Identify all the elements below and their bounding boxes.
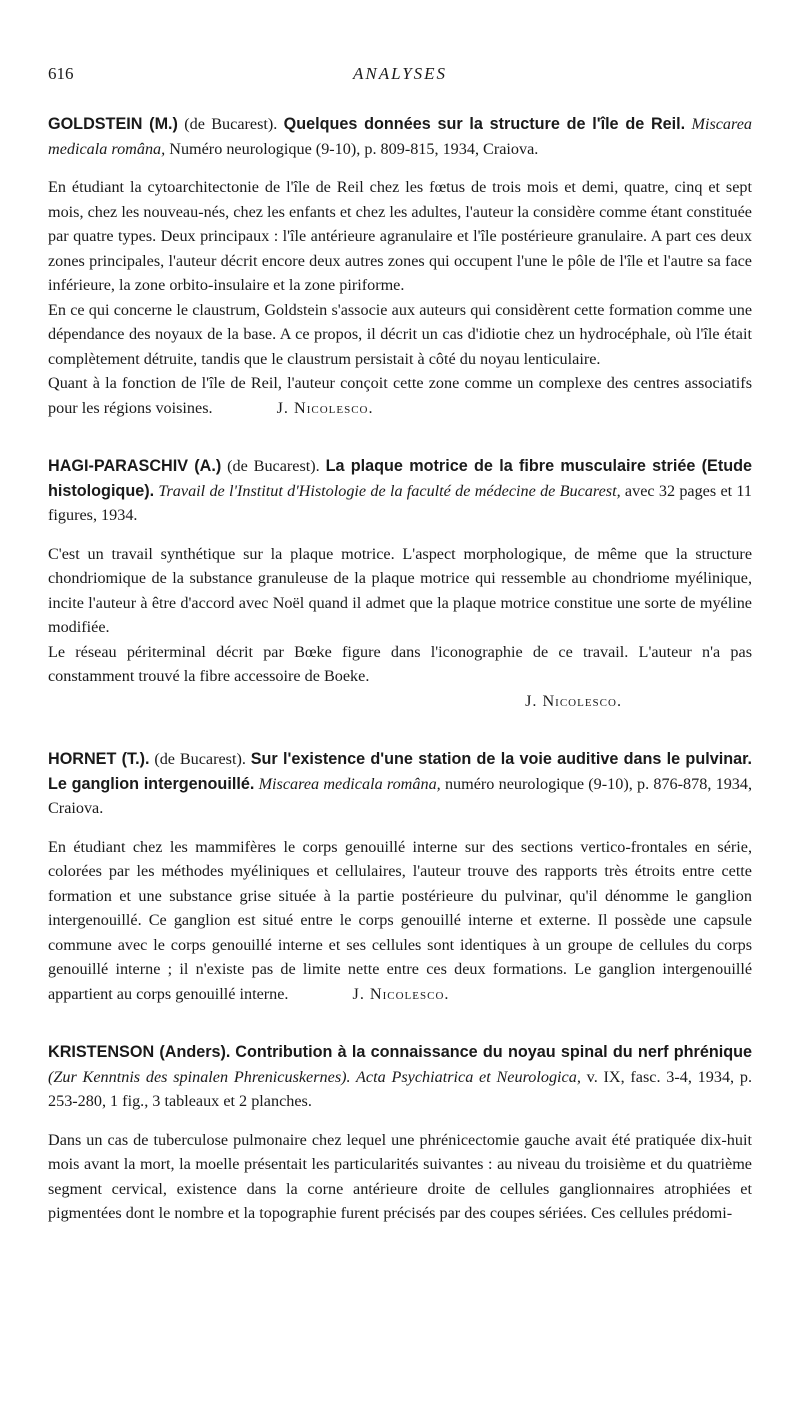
citation bbox=[48, 1040, 752, 1114]
review-paragraph: C'est un travail synthétique sur la plaque motrice. L'aspect morphologique, de même que la structure chondriomique de la substance granuleuse de la plaque motrice qui ressemble au chondriome myélinique, incite l'auteur à être d'accord avec Noël quand il admet que la plaque motrice constitue une sorte de myéline modifiée. bbox=[48, 544, 752, 636]
reviewer-signature: J. Nicolesco. bbox=[525, 691, 622, 710]
review-paragraph-text: En étudiant chez les mammifères le corps genouillé interne sur des sections vertico-frontales en série, colorées par les méthodes myéliniques et cellulaires, l'auteur trouve des rapports très étroits entre cette formation et une substance grise située à la partie postérieure du pulvinar, qu'il dénomme le ganglion intergenouillé. Ce ganglion est situé entre le corps genouillé interne et externe. Il possède une capsule commune avec le corps genouillé interne et ses cellules sont identiques à un groupe de cellules du corps genouillé interne ; il n'existe pas de limite nette entre ces deux formations. Le ganglion intergenouillé appartient au corps genouillé interne. bbox=[48, 837, 752, 1003]
review-entry-hagi-paraschiv bbox=[48, 454, 752, 713]
article-title: Sur l'existence d'une station de la voie auditive dans le pulvinar. Le ganglion intergenouillé. bbox=[48, 750, 752, 793]
review-paragraph bbox=[48, 835, 752, 1007]
reviewer-signature: J. Nicolesco. bbox=[276, 398, 374, 417]
running-header bbox=[48, 64, 752, 90]
citation bbox=[48, 454, 752, 528]
author-affiliation: (de Bucarest). bbox=[154, 750, 246, 768]
article-title: Quelques données sur la structure de l'île de Reil. bbox=[283, 115, 686, 133]
journal-name: Travail de l'Institut d'Histologie de la faculté de médecine de Bucarest, bbox=[158, 481, 621, 500]
author-name: HAGI-PARASCHIV (A.) bbox=[48, 457, 222, 475]
journal-name: Miscarea medicala româna, bbox=[258, 774, 441, 793]
running-title: ANALYSES bbox=[352, 64, 448, 83]
review-paragraph: En ce qui concerne le claustrum, Goldstein s'associe aux auteurs qui considèrent cette formation comme une dépendance des noyaux de la base. A ce propos, il décrit un cas d'idiotie chez un hydrocéphale, où l'île était complètement détruite, tandis que le claustrum persistait à côté du noyau lenticulaire. bbox=[48, 300, 752, 368]
review-paragraph-text: Quant à la fonction de l'île de Reil, l'auteur conçoit cette zone comme un complexe des centres associatifs pour les régions voisines. bbox=[48, 374, 752, 417]
publication-details: avec 32 pages et 11 figures, 1934. bbox=[48, 481, 752, 524]
author-name: KRISTENSON (Anders). bbox=[48, 1043, 231, 1061]
review-paragraph: Le réseau périterminal décrit par Bœke figure dans l'iconographie de ce travail. L'auteur n'a pas constamment trouvé la fibre accessoire de Boeke. bbox=[48, 642, 752, 685]
author-affiliation: (de Bucarest). bbox=[227, 457, 320, 475]
reviewer-signature: J. Nicolesco. bbox=[352, 984, 450, 1003]
page-number: 616 bbox=[48, 64, 74, 83]
article-title: Contribution à la connaissance du noyau spinal du nerf phrénique bbox=[235, 1043, 752, 1061]
review-entry-hornet bbox=[48, 747, 752, 1006]
author-name: HORNET (T.). bbox=[48, 750, 150, 768]
signature-line bbox=[48, 689, 752, 714]
publication-details: numéro neurologique (9-10), p. 876-878, 1934, Craiova. bbox=[48, 774, 753, 817]
author-affiliation: (de Bucarest). bbox=[184, 115, 278, 133]
review-paragraph bbox=[48, 371, 752, 420]
article-title: La plaque motrice de la fibre musculaire striée (Etude histologique). bbox=[48, 457, 753, 500]
journal-name: Miscarea medicala româna, bbox=[48, 115, 753, 158]
citation bbox=[48, 747, 752, 821]
publication-details: v. IX, fasc. 3-4, 1934, p. 253-280, 1 fig., 3 tableaux et 2 planches. bbox=[48, 1067, 753, 1110]
journal-name: (Zur Kenntnis des spinalen Phrenicuskernes). Acta Psychiatrica et Neurologica, bbox=[48, 1067, 581, 1086]
citation bbox=[48, 112, 752, 161]
review-entry-goldstein bbox=[48, 112, 752, 420]
review-paragraph: En étudiant la cytoarchitectonie de l'île de Reil chez les fœtus de trois mois et demi, quatre, cinq et sept mois, chez les nouveau-nés, chez les enfants et chez les adultes, l'auteur la considère comme étant constituée par quatre types. Deux principaux : l'île antérieure agranulaire et l'île postérieure granulaire. A part ces deux zones principales, l'auteur décrit encore deux autres zones qui occupent l'une le pôle de l'île et l'autre sa face inférieure, la zone orbito-insulaire et la zone piriforme. bbox=[48, 178, 752, 294]
review-entry-kristenson bbox=[48, 1040, 752, 1226]
review-paragraph: Dans un cas de tuberculose pulmonaire chez lequel une phrénicectomie gauche avait été pratiquée dix-huit mois avant la mort, la moelle présentait les particularités suivantes : au niveau du troisième et du quatrième segment cervical, existence dans la corne antérieure droite de cellules ganglionnaires atrophiées et pigmentées dont le nombre et la topographie furent précisés par des coupes sériées. Ces cellules prédomi- bbox=[48, 1130, 752, 1222]
publication-details: Numéro neurologique (9-10), p. 809-815, 1934, Craiova. bbox=[169, 139, 539, 158]
author-name: GOLDSTEIN (M.) bbox=[48, 115, 178, 133]
